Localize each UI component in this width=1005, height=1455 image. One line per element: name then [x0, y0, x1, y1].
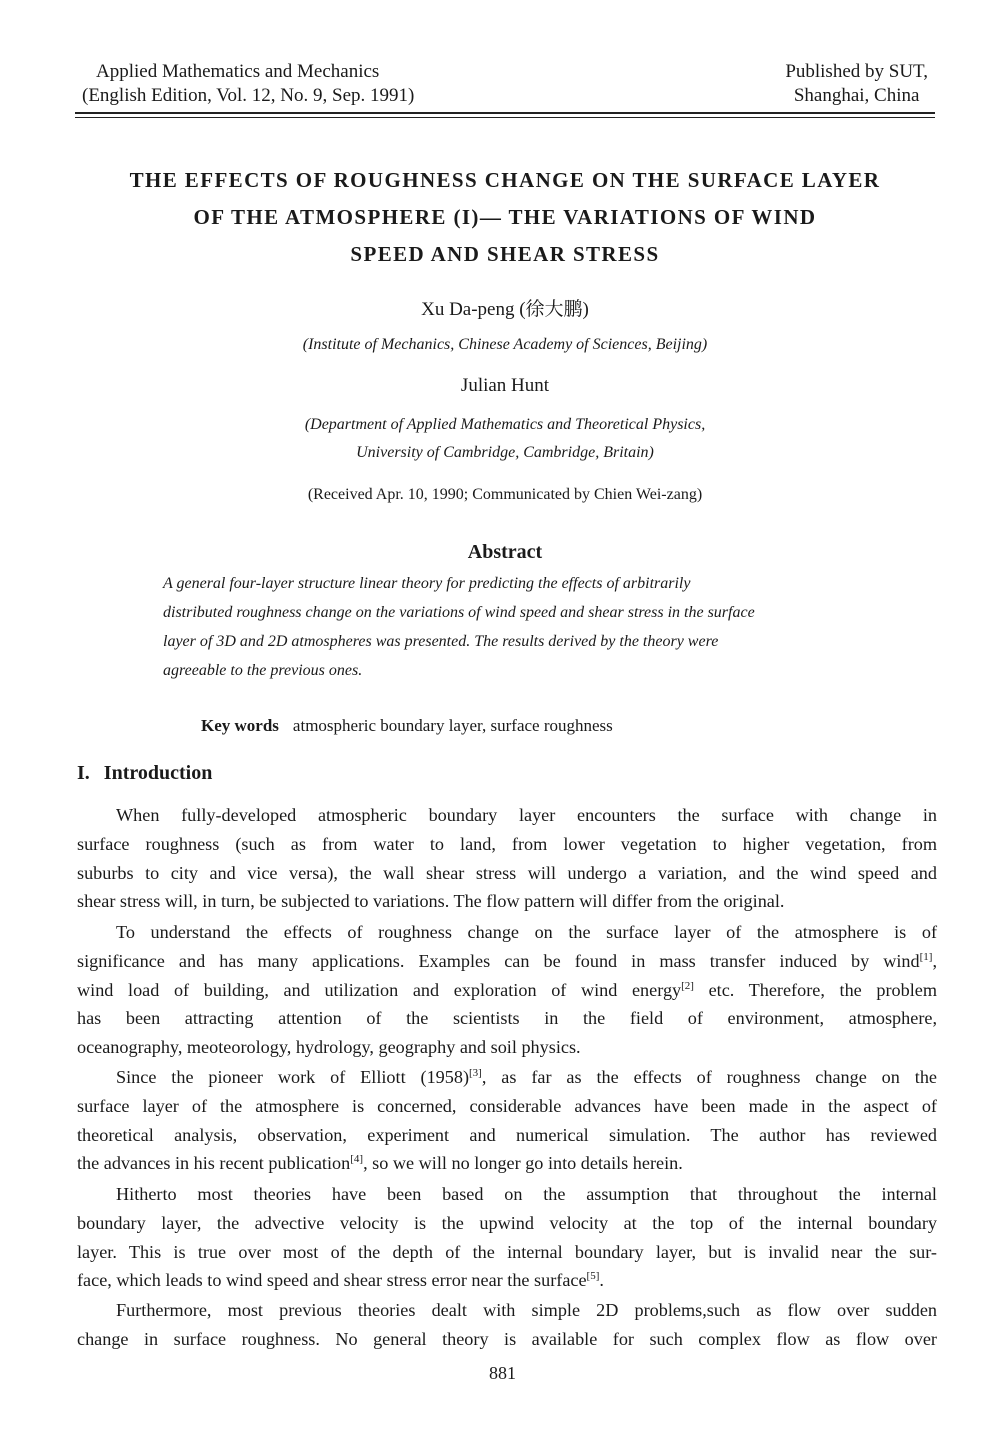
- header-rule-thick: [75, 112, 935, 114]
- text-line: surface layer of the atmosphere is concerned, considerable advances have been made in the aspect of: [77, 1095, 937, 1116]
- text-line: Hitherto most theories have been based on the assumption that throughout the internal: [116, 1184, 937, 1204]
- text-line: theoretical analysis, observation, experiment and numerical simulation. The author has reviewed: [77, 1124, 937, 1145]
- citation: [4]: [350, 1153, 364, 1166]
- text-line: boundary layer, the advective velocity is the upwind velocity at the top of the internal boundary: [77, 1212, 937, 1233]
- text-line: the advances in his recent publication[4], so we will no longer go into details herein.: [77, 1153, 683, 1174]
- author-affiliation: University of Cambridge, Cambridge, Britain): [356, 444, 654, 461]
- citation: [1]: [919, 950, 933, 963]
- author-name: Julian Hunt: [460, 375, 550, 396]
- text-line: To understand the effects of roughness change on the surface layer of the atmosphere is of: [116, 922, 937, 942]
- header-rule-thin: [75, 117, 935, 118]
- citation: [3]: [469, 1066, 482, 1079]
- author-affiliation: (Department of Applied Mathematics and Theoretical Physics,: [304, 416, 706, 433]
- keywords-text: atmospheric boundary layer, surface roughness: [292, 716, 613, 735]
- title-line: THE EFFECTS OF ROUGHNESS CHANGE ON THE SURFACE LAYER: [129, 168, 881, 192]
- abstract-line: layer of 3D and 2D atmospheres was presented. The results derived by the theory were: [163, 633, 719, 650]
- section-number: I.: [77, 762, 90, 784]
- abstract-body: [163, 569, 853, 685]
- author-affiliation: (Institute of Mechanics, Chinese Academy of Sciences, Beijing): [302, 336, 708, 353]
- text-line: When fully-developed atmospheric boundary layer encounters the surface with change in: [116, 805, 937, 825]
- text-line: suburbs to city and vice versa), the wall shear stress will undergo a variation, and the wind speed and: [77, 862, 937, 883]
- title-line: OF THE ATMOSPHERE (I)— THE VARIATIONS OF WIND: [193, 205, 817, 229]
- paragraph: [77, 1063, 937, 1178]
- title-line: SPEED AND SHEAR STRESS: [350, 242, 660, 266]
- abstract-heading: Abstract: [467, 541, 543, 563]
- publisher-name: Published by SUT,: [785, 61, 928, 82]
- citation: [5]: [586, 1270, 600, 1283]
- paragraph: [77, 1180, 937, 1295]
- journal-header: [82, 60, 414, 108]
- text-line: shear stress will, in turn, be subjected to variations. The flow pattern will differ from the original.: [77, 891, 785, 912]
- text-line: oceanography, meoteorology, hydrology, geography and soil physics.: [77, 1037, 581, 1058]
- page-number: 881: [489, 1363, 516, 1383]
- journal-edition: (English Edition, Vol. 12, No. 9, Sep. 1991): [82, 85, 415, 106]
- received-note: (Received Apr. 10, 1990; Communicated by Chien Wei-zang): [307, 486, 703, 503]
- citation: [2]: [681, 979, 694, 992]
- paragraph: [77, 801, 937, 916]
- paragraph: [77, 918, 937, 1062]
- paper-title: [80, 162, 930, 273]
- keywords: [201, 716, 613, 736]
- text-line: wind load of building, and utilization and exploration of wind energy[2] etc. Therefore, the problem: [77, 979, 937, 1000]
- text-line: layer. This is true over most of the depth of the internal boundary layer, but is invalid near the sur-: [77, 1241, 937, 1262]
- publisher-location: Shanghai, China: [793, 85, 920, 106]
- text-line: has been attracting attention of the scientists in the field of environment, atmosphere,: [77, 1008, 937, 1029]
- publisher-header: [785, 60, 928, 108]
- section-title: Introduction: [103, 762, 213, 784]
- text-line: Furthermore, most previous theories dealt with simple 2D problems,such as flow over sudden: [116, 1300, 937, 1320]
- text-line: face, which leads to wind speed and shear stress error near the surface[5].: [77, 1270, 604, 1291]
- abstract-line: A general four-layer structure linear theory for predicting the effects of arbitrarily: [163, 575, 691, 592]
- author-name: Xu Da-peng (徐大鹏): [421, 299, 589, 320]
- abstract-line: distributed roughness change on the variations of wind speed and shear stress in the surface: [163, 604, 755, 621]
- text-line: significance and has many applications. Examples can be found in mass transfer induced by wind[1],: [77, 950, 937, 971]
- paragraph: [77, 1296, 937, 1354]
- text-line: Since the pioneer work of Elliott (1958)[3], as far as the effects of roughness change on the: [116, 1066, 937, 1087]
- text-line: change in surface roughness. No general theory is available for such complex flow as flow over: [77, 1328, 937, 1349]
- text-line: surface roughness (such as from water to land, from lower vegetation to higher vegetation, from: [77, 833, 937, 854]
- keywords-label: Key words: [201, 716, 279, 735]
- section-heading: [77, 762, 212, 785]
- journal-name: Applied Mathematics and Mechanics: [96, 61, 380, 82]
- abstract-line: agreeable to the previous ones.: [163, 662, 363, 679]
